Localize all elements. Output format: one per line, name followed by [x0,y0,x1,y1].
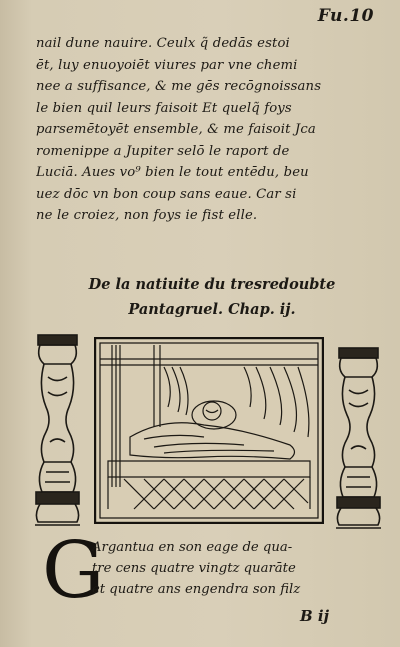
text-line: ēt, luy enuoyoiēt viures par vne chemi [36,57,298,73]
text-line: nee a suffisance, & me gēs recōgnoissans [36,79,322,94]
text-line: nail dune nauire. Ceulx q̃ dedās estoi [36,36,290,51]
text-line: et quatre ans engendra son filz [92,582,301,597]
ornamental-column-right [331,345,386,531]
chapter-heading-line: Pantagruel. Chap. ij. [128,301,296,318]
text-line: romenippe a Jupiter selō le raport de [36,143,290,159]
ornamental-column-left [30,332,85,528]
body-text [36,33,388,227]
text-line: parsemētoyēt ensemble, & me faisoit Jca [36,122,316,137]
text-line: uez dōc vn bon coup sans eaue. Car si [36,186,297,202]
folio-number: Fu.10 [317,6,374,26]
text-line: le bien quil leurs faisoit Et quelq̃ foys [36,100,292,116]
signature-mark: B ij [300,607,330,625]
text-line: Argantua en son eage de qua- [92,540,293,555]
chapter-text [92,537,392,600]
drop-cap-initial: G [42,526,105,616]
chapter-heading [62,272,362,322]
text-line: ne le croiez, non foys ie fist elle. [36,208,258,223]
text-line: Luciā. Aues vo⁹ bien le tout entēdu, beu [36,165,309,180]
text-line: tre cens quatre vingtz quarāte [92,561,296,576]
chapter-heading-line: De la natiuite du tresredoubte [88,276,336,293]
woodcut-illustration [94,337,324,524]
